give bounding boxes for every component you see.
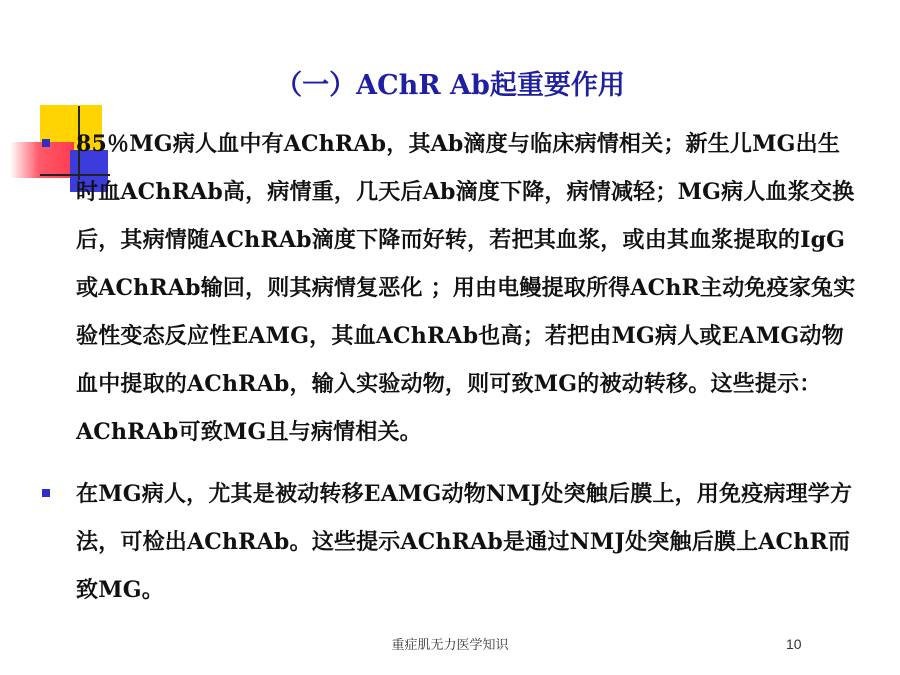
bullet-item <box>40 120 860 456</box>
footer-title: 重症肌无力医学知识 <box>391 638 509 653</box>
bullet-square-icon <box>42 489 50 497</box>
page-number: 10 <box>786 636 802 652</box>
bullet-text: 85％MG病人血中有AChRAb，其Ab滴度与临床病情相关；新生儿MG出生时血AChRAb高，病情重，几天后Ab滴度下降，病情减轻；MG病人血浆交换后，其病情随AChRAb滴度下降而好转，若把其血浆，或由其血浆提取的IgG或AChRAb输回，则其病情复恶化 ；用由电鳗提取所得AChR主动免疫家兔实验性变态反应性EAMG，其血AChRAb也高；若把由MG病人或EAMG动物血中提取的AChRAb，输入实验动物，则可致MG的被动转移。这些提示：AChRAb可致MG且与病情相关。 <box>76 131 856 445</box>
bullet-square-icon <box>42 139 50 147</box>
slide-title: （一）AChR Ab起重要作用 <box>275 70 625 101</box>
bullet-item <box>40 470 860 614</box>
bullet-text: 在MG病人，尤其是被动转移EAMG动物NMJ处突触后膜上，用免疫病理学方法，可检出AChRAb。这些提示AChRAb是通过NMJ处突触后膜上AChR而致MG。 <box>76 481 853 603</box>
slide-content <box>40 120 860 628</box>
